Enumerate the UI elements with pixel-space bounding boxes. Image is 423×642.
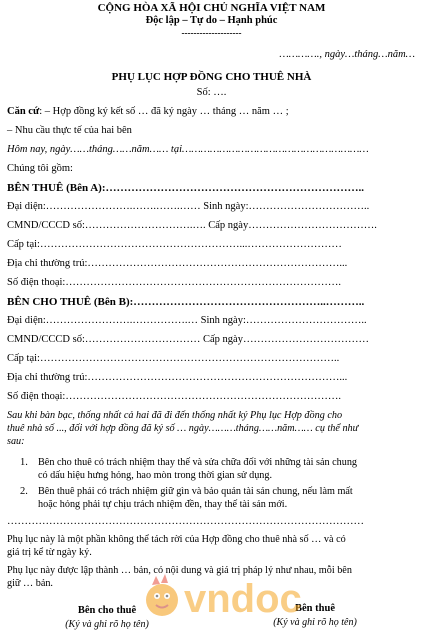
agreement-dots: ………………………………………………………………………………………… [7, 516, 364, 527]
signature-right-subtitle: (Ký và ghi rõ họ tên) [273, 617, 357, 628]
party-a-id: CMND/CCCD số:………………………….…. Cấp ngày………………………………. [7, 220, 377, 231]
signature-left-title: Bên cho thuê [77, 605, 137, 616]
document-title: PHỤ LỤC HỢP ĐỒNG CHO THUÊ NHÀ [111, 71, 312, 83]
copies-line-2: giữ … bản. [7, 578, 53, 589]
header-separator: -------------------- [181, 28, 242, 38]
agreement-intro-line-2: thuê nhà số ..., đối với hợp đồng đã ký số … ngày………tháng……năm…… cụ thể như [7, 423, 359, 434]
mascot-icon [146, 574, 178, 616]
party-b-representative: Đại diện:…………………….…………….… Sinh ngày:…………………………….. [7, 315, 367, 326]
party-b-id: CMND/CCCD số:…………………………… Cấp ngày……………………………… [7, 334, 369, 345]
party-b-issued-at: Cấp tại:………………………………………………………………………….. [7, 353, 340, 364]
vndoc-logo-icon [142, 568, 322, 623]
signature-left-subtitle: (Ký và ghi rõ họ tên) [65, 619, 149, 630]
meeting-line: Hôm nay, ngày……tháng……năm…… tại…………………………………………………… [7, 144, 369, 155]
item-1-line-2: có dấu hiệu hưng hỏng, hao mòn trong thời gian sử dụng. [38, 470, 273, 481]
country-heading: CỘNG HÒA XÃ HỘI CHỦ NGHĨA VIỆT NAM [97, 2, 326, 14]
basis-label: Căn cứ [7, 106, 40, 117]
item-1-number: 1. [20, 457, 28, 468]
item-2-line-1: Bên thuê phải có trách nhiệm giữ gìn và bảo quản tài sản chung, nếu làm mất [38, 486, 353, 497]
validity-line-1: Phụ lục này là một phần không thể tách rời của Hợp đồng cho thuê nhà số … và có [7, 534, 346, 545]
basis-line-1 [7, 106, 289, 118]
watermark-text: vndoc [184, 577, 302, 621]
basis-line-1-text: : – Hợp đồng ký kết số … đã ký ngày … tháng … năm … ; [39, 106, 289, 117]
basis-line-2: – Nhu cầu thực tế của hai bên [7, 125, 132, 136]
item-2-number: 2. [20, 486, 28, 497]
motto: Độc lập – Tự do – Hạnh phúc [145, 15, 278, 26]
date-line: …………., ngày…tháng…năm… [279, 49, 415, 60]
party-b-heading: BÊN CHO THUÊ (Bên B):……………………………………………..……….. [7, 296, 365, 308]
item-2-line-2: hoặc hỏng phải tự chịu trách nhiệm đền, thay thế tài sản mới. [38, 499, 288, 510]
vndoc-watermark [142, 568, 322, 623]
party-a-representative: Đại diện:…………………….…….…….…… Sinh ngày:…………………………….. [7, 201, 370, 212]
signature-right-title: Bên thuê [295, 603, 335, 614]
party-b-address: Địa chỉ thường trú:………………………………………………………………... [7, 372, 348, 383]
agreement-intro-line-1: Sau khi bàn bạc, thống nhất cả hai đã đi đến thống nhất ký Phụ lục Hợp đồng cho [7, 410, 343, 421]
party-a-address: Địa chỉ thường trú:………………………………………………………………... [7, 258, 348, 269]
party-a-issued-at: Cấp tại:…………………………………………………...……………………… [7, 239, 342, 250]
document-number: Số: …. [196, 87, 227, 98]
item-1-line-1: Bên cho thuê có trách nhiệm thay thế và sửa chữa đối với những tài sản chung [38, 457, 358, 468]
party-a-heading: BÊN THUÊ (Bên A):…………………………………………………………….. [7, 182, 365, 194]
parties-intro: Chúng tôi gồm: [7, 163, 73, 174]
validity-line-2: giá trị kể từ ngày ký. [7, 547, 92, 558]
copies-line-1: Phụ lục này được lập thành … bản, có nội dung và giá trị pháp lý như nhau, mỗi bên [7, 565, 352, 576]
agreement-intro-line-3: sau: [7, 436, 25, 447]
party-a-phone: Số điện thoại:……………………………………………………………………. [7, 277, 341, 288]
party-b-phone: Số điện thoại:……………………………………………………………………. [7, 391, 341, 402]
